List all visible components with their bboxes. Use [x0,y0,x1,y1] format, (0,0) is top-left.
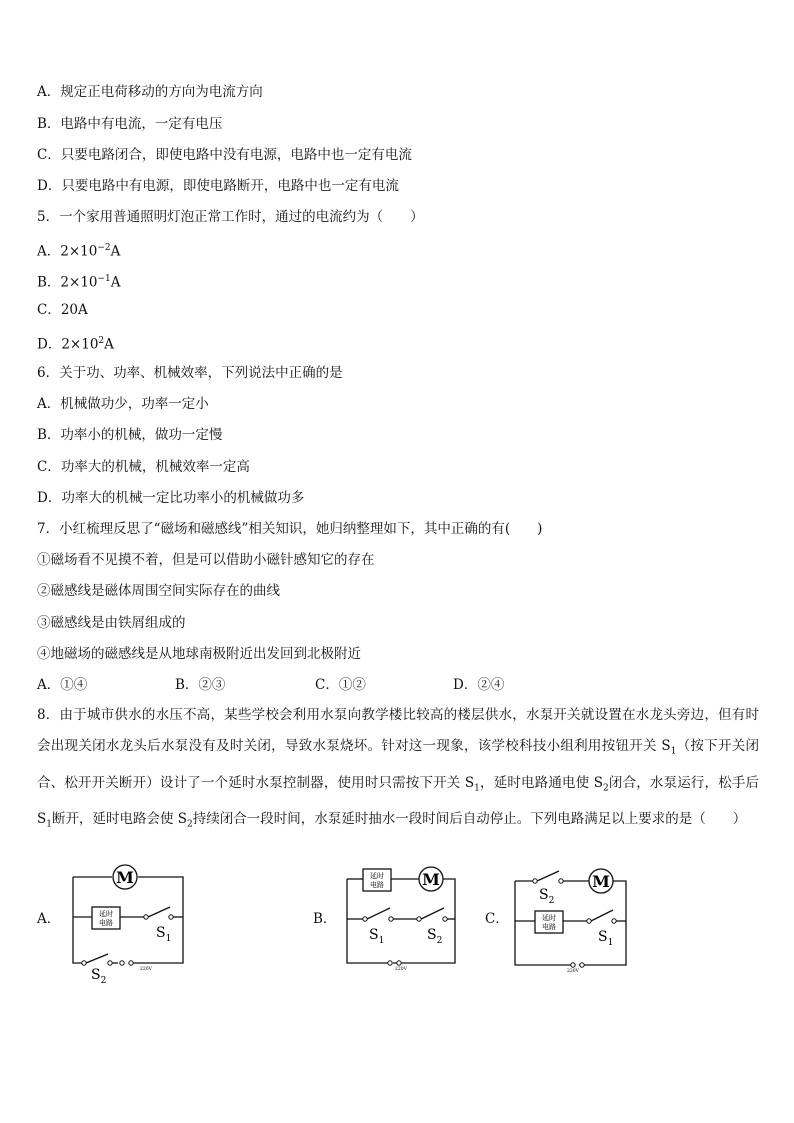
q8-circuit-c [505,855,640,985]
q7-statement-1: ①磁场看不见摸不着，但是可以借助小磁针感知它的存在 [37,552,375,568]
q5-option-b: B．$2\times 10^{-1}A$ [37,274,121,291]
q8-label-c: C． [485,911,509,927]
q8-stem: 8．由于城市供水的水压不高，某些学校会利用水泵向教学楼比较高的楼层供水，水泵开关就设置在水龙头旁边，但有时会出现关闭水龙头后水泵没有及时关闭，导致水泵烧坏。针对这一现象，该学校科技小组利用按钮开关 $S_1$（按下开关闭合、松开开关断开）设计了一个延时水泵控制器，使用时只需按下开关 $S_1$，延时电路通电使 $S_2$闭合，水泵运行，松手后 $S_1$断开，延时电路会使 $S_2$持续闭合一段时间，水泵延时抽水一段时间后自动停止。下列电路满足以上要求的是（ ） [37,707,760,831]
switch-s2-label: $S_2$ [427,927,443,946]
q5-option-a: A．$2\times 10^{-2}A$ [37,243,121,260]
q6-option-c: C．功率大的机械，机械效率一定高 [37,459,250,475]
q6-option-d: D．功率大的机械一定比功率小的机械做功多 [37,490,305,506]
q4-option-a: A．规定正电荷移动的方向为电流方向 [37,84,263,100]
switch-s1-label: $S_1$ [369,927,385,946]
q4-option-c: C．只要电路闭合，即使电路中没有电源，电路中也一定有电流 [37,147,412,163]
source-terminal-icon [120,961,124,965]
switch-s2-label: $S_2$ [91,967,107,985]
q8-circuit-b [335,855,470,980]
q6-option-a: A．机械做功少，功率一定小 [37,396,209,412]
source-terminal-icon [571,963,575,967]
q7-statement-2: ②磁感线是磁体周围空间实际存在的曲线 [37,583,280,599]
q8-label-b: B． [313,911,337,927]
q6-stem: 6．关于功、功率、机械效率，下列说法中正确的是 [37,365,343,381]
q7-stem: 7．小红梳理反思了“磁场和磁感线”相关知识，她归纳整理如下，其中正确的有( ) [37,521,543,537]
q8-circuit-a [60,855,200,985]
source-terminal-icon [397,961,401,965]
delay-circuit-label-1: 延时 [542,914,556,922]
motor-label: M [422,870,440,889]
q7-statement-3: ③磁感线是由铁屑组成的 [37,615,186,631]
q4-option-d: D．只要电路中有电源，即使电路断开，电路中也一定有电流 [37,178,399,194]
switch-s2-label: $S_2$ [539,887,555,906]
q4-option-b: B．电路中有电流，一定有电压 [37,116,223,132]
q7-option-a: A．①④ [37,677,88,693]
q6-option-b: B．功率小的机械，做功一定慢 [37,427,223,443]
q7-option-d: D．②④ [453,677,505,693]
source-terminal-icon [388,961,392,965]
q5-stem: 5．一个家用普通照明灯泡正常工作时，通过的电流约为（ ） [37,209,424,225]
switch-s1-label: $S_1$ [598,929,614,948]
switch-s1-label: $S_1$ [156,925,172,944]
q5-option-c: C．20A [37,302,88,318]
source-label: 220V [140,967,152,972]
q7-option-c: C．①② [315,677,366,693]
source-label: 220V [395,967,407,972]
motor-label: M [592,872,610,891]
source-label: 220V [567,969,579,974]
delay-circuit-label-2: 电路 [370,881,384,889]
q5-option-d: D．$2\times 10^2A$ [37,336,114,353]
delay-circuit-label-2: 电路 [542,923,556,931]
source-terminal-icon [580,963,584,967]
delay-circuit-label-1: 延时 [99,910,113,918]
q8-label-a: A． [37,911,61,927]
delay-circuit-label-1: 延时 [370,872,384,880]
q7-option-b: B．②③ [175,677,226,693]
motor-label: M [116,868,134,887]
q7-statement-4: ④地磁场的磁感线是从地球南极附近出发回到北极附近 [37,646,361,662]
source-terminal-icon [129,961,133,965]
delay-circuit-label-2: 电路 [99,919,113,927]
